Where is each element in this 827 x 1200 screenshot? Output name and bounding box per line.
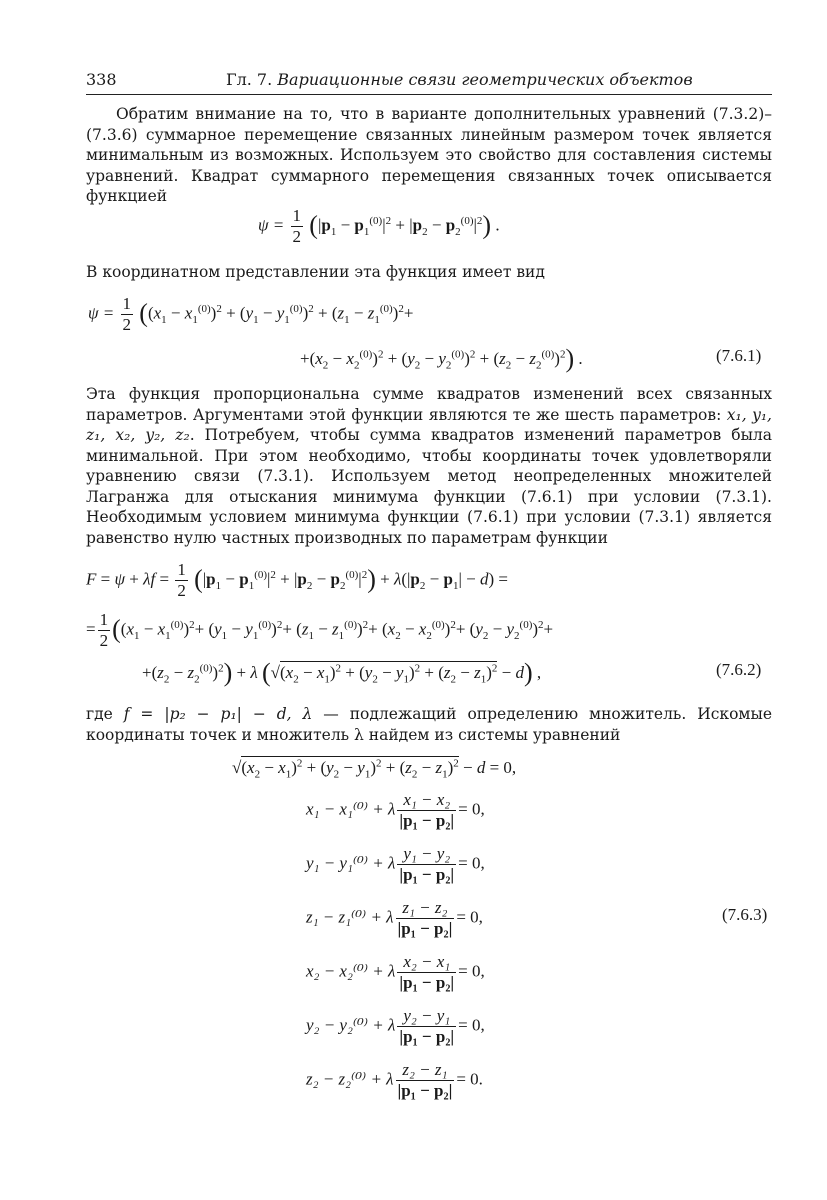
system-row-rhs: = 0, [458,799,485,819]
paragraph-1-text: Обратим внимание на то, что в варианте дополнительных уравнений (7.3.2)–(7.3.6) суммарное перемещение связанных линейным размером точек является минимальным из возможных. Используем это свойство для составления системы уравнений. Квадрат суммарного перемещения связанных точек описывается функцией [86,105,772,205]
system-row-3 [306,898,483,939]
paragraph-4-f: f = |p₂ − p₁| − d, λ [123,705,313,723]
paragraph-3b: . Потребуем, чтобы сумма квадратов изменений параметров была минимальной. При этом необходимо, чтобы координаты точек удовлетворяли уравнению связи (7.3.1). Используем метод неопределенных множителей Лагранжа для отыскания минимума функции (7.6.1) при условии (7.3.1). Необходимым условием минимума функции (7.6.1) при условии (7.3.1) является равенство нулю частных производных по параметрам функции [86,426,772,547]
system-row-lhs: z₂ − z₂⁽⁰⁾ + λ [306,1069,394,1089]
frac-num: 1 [99,610,109,629]
page-header [86,68,772,95]
system-row-denominator: |p₁ − p₂| [397,919,453,938]
paragraph-4a: где [86,705,124,723]
equation-number-762: (7.6.2) [716,660,762,679]
system-row-numerator: z₂ − z₁ [396,1060,455,1081]
system-row-rhs: = 0, [458,1015,485,1035]
system-row-denominator: |p₁ − p₂| [397,1081,453,1100]
system-row-rhs: = 0. [456,1069,483,1089]
system-row-lhs: y₁ − y₁⁽⁰⁾ + λ [306,853,396,873]
system-row-numerator: x₁ − x₂ [397,790,456,811]
page-number: 338 [86,70,117,89]
system-row-numerator: y₁ − y₂ [397,844,456,865]
paragraph-3-params: x₁, y₁, z₁, x₂, y₂, z₂ [86,405,772,444]
system-row-fraction [397,1006,456,1047]
system-row-rhs: = 0, [458,961,485,981]
system-row-rhs: = 0, [456,907,483,927]
equation-psi-vector: ψ = $\frac{1}{2}$ $(|p_1 - p_1^{(0)}|^2 + |p_2 - p_2^{(0)}|^2)$ . [258,206,500,246]
paragraph-4-text [86,704,772,745]
system-row-denominator: |p₁ − p₂| [399,865,455,884]
system-row-5 [306,1006,485,1047]
system-row-2 [306,844,485,885]
equation-762-line3: $+(z_2 - z_2^{(0)})^2) + \lambda$ $(√(x_2 - x_1)^2 + (y_2 - y_1)^2 + (z_2 - z_1)^2 - d)$ , [142,658,542,687]
system-row-denominator: |p₁ − p₂| [399,1027,455,1046]
system-row-denominator: |p₁ − p₂| [399,811,455,830]
paragraph-2-text: В координатном представлении эта функция имеет вид [86,263,545,281]
system-row-lhs: z₁ − z₁⁽⁰⁾ + λ [306,907,394,927]
psi-lhs-761: ψ = [88,303,115,323]
paragraph-1 [86,104,772,207]
system-row-fraction [396,898,455,939]
equation-762-line1: F = ψ + λf = $\frac{1}{2}$ $(|p_1 - p_1^{(0)}|^2 + |p_2 - p_2^{(0)}|^2) + \lambda(|p_2 - p_1| - d)$ = [86,560,508,600]
system-row-1 [306,790,485,831]
frac-den: 2 [122,315,132,334]
fraction-half-761 [121,294,134,335]
system-row-denominator: |p₁ − p₂| [399,973,455,992]
running-title-prefix: Гл. 7. [226,70,273,89]
frac-den: 2 [99,631,109,650]
running-title-text: Вариационные связи геометрических объектов [277,70,693,89]
paragraph-3a: Эта функция пропорциональна сумме квадратов изменений всех связанных параметров. Аргументами этой функции являются те же шесть параметров: [86,385,772,424]
system-row-0-rhs: = 0, [489,758,517,777]
paragraph-4 [86,704,772,745]
equation-number-761: (7.6.1) [716,346,762,365]
frac-num: 1 [122,294,132,313]
paragraph-3 [86,384,772,548]
psi-lhs: ψ = [258,215,285,235]
system-row-lhs: x₂ − x₂⁽⁰⁾ + λ [306,961,396,981]
equation-762-line2: = $\frac{1}{2}$ ($(x_1 - x_1^{(0)})^2+ (y_1 - y_1^{(0)})^2+ (z_1 - z_1^{(0)})^2+ (x_2 - x_2^{(0)})^2+ (y_2 - y_2^{(0)})^2+$ [86,610,554,650]
equation-761-line2: $+(x_2 - x_2^{(0)})^2 + (y_2 - y_2^{(0)})^2 + (z_2 - z_2^{(0)})^2$) . [300,344,583,373]
system-row-6 [306,1060,483,1101]
paragraph-4b: — подлежащий определению множитель. Искомые координаты точек и множитель λ найдем из системы уравнений [86,705,772,744]
fraction-half-762a [175,560,188,601]
system-row-numerator: z₁ − z₂ [396,898,455,919]
system-row-fraction [397,952,456,993]
system-row-fraction [397,844,456,885]
frac-num: 1 [292,206,302,225]
frac-den: 2 [292,227,302,246]
running-title [226,70,693,89]
system-row-fraction [396,1060,455,1101]
frac-den: 2 [177,581,186,600]
system-row-lhs: x₁ − x₁⁽⁰⁾ + λ [306,799,396,819]
frac-num: 1 [177,560,186,579]
equation-number-763: (7.6.3) [722,905,768,924]
fraction-half [291,206,304,247]
fraction-half-762b [98,610,111,651]
system-row-lhs: y₂ − y₂⁽⁰⁾ + λ [306,1015,396,1035]
system-row-numerator: x₂ − x₁ [397,952,456,973]
paragraph-3-text [86,384,772,548]
system-row-numerator: y₂ − y₁ [397,1006,456,1027]
system-row-4 [306,952,485,993]
system-row-0: $√(x_2 - x_1)^2 + (y_2 - y_1)^2 + (z_2 - z_1)^2 - d = 0$, [232,757,517,781]
equation-761-line1: ψ = $\frac{1}{2}$ ($(x_1 - x_1^{(0)})^2 + (y_1 - y_1^{(0)})^2 + (z_1 - z_1^{(0)})^2+$ [88,294,414,334]
system-row-rhs: = 0, [458,853,485,873]
paragraph-2 [86,262,772,283]
system-row-fraction [397,790,456,831]
